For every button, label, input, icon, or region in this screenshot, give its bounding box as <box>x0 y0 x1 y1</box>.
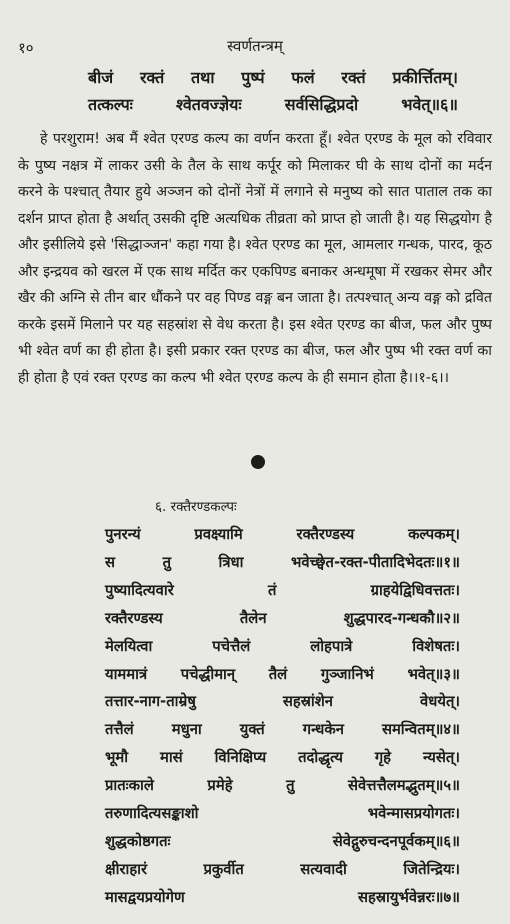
verse-word: सेवेत्तत्तैलमद्भुतम्॥५॥ <box>348 777 460 795</box>
verse-word: सहस्रांशेन <box>282 693 334 711</box>
top-verse-word: फलं <box>291 68 315 87</box>
verse-word: तदोद्धृत्य <box>298 749 343 767</box>
verse-word: प्रमेहे <box>207 777 233 795</box>
verse-word: तैलेन <box>239 609 267 627</box>
verse-line <box>105 775 460 795</box>
verse-word: ग्राहयेद्विधिवत्ततः। <box>370 581 460 599</box>
verse-word: पचेत्तैलं <box>212 637 251 655</box>
section-divider-bullet <box>251 455 265 469</box>
verse-word: जितेन्द्रियः। <box>403 860 460 878</box>
verse-line <box>105 664 460 684</box>
top-verse-word: पुष्पं <box>241 68 265 87</box>
verse-word: भवेच्छ्वेत-रक्त-पीतादिभेदतः॥१॥ <box>291 553 460 571</box>
verse-word: सहस्रायुर्भवेन्नरः॥७॥ <box>358 888 460 906</box>
top-verse-line <box>88 93 458 115</box>
verse-word: क्षीराहारं <box>105 860 148 878</box>
verse-word: गन्धकेन <box>302 721 344 739</box>
verse-word: पुनरन्यं <box>105 526 141 543</box>
verse-word: तरुणादित्यसङ्काशो <box>105 805 199 822</box>
top-verse-line <box>88 66 458 88</box>
verse-word: पचेद्धीमान् <box>180 665 236 683</box>
verse-word: गुञ्जानिभं <box>320 665 374 683</box>
verse-word: तं <box>267 581 277 599</box>
verse-line <box>105 719 460 739</box>
verse-word: रक्तैरण्डस्य <box>296 526 355 543</box>
verse-word: सत्यवादी <box>300 860 347 878</box>
verse-line <box>105 552 460 572</box>
verse-line <box>105 859 460 879</box>
verse-word: रक्तैरण्डस्य <box>105 609 163 627</box>
top-verse-word: भवेत्॥६॥ <box>401 95 458 114</box>
verse-line <box>105 691 460 711</box>
verse-line <box>105 524 460 544</box>
verse-word: तु <box>286 777 295 795</box>
page-number: १० <box>18 39 34 57</box>
top-verse-word: रक्तं <box>139 68 165 87</box>
verse-line <box>105 608 460 628</box>
verse-word: याममात्रं <box>105 665 148 683</box>
verse-word: गृहे <box>374 749 392 767</box>
commentary-paragraph: हे परशुराम! अब मैं श्वेत एरण्ड कल्प का वर्णन करता हूँ। श्वेत एरण्ड के मूल को रविवार के पुष्य नक्षत्र में लाकर उसी के तैल के साथ कर्पूर को मिलाकर घी के साथ दोनों का मर्दन करने के पश्चात् तैयार हुये अञ्जन को दोनों नेत्रों में लगाने से मनुष्य को सात पाताल तक का दर्शन प्राप्त होता है अर्थात् उसकी दृष्टि अत्यधिक तीव्रता को प्राप्त हो जाती है। यह सिद्धयोग है और इसीलिये इसे 'सिद्धाञ्जन' कहा गया है। श्वेत एरण्ड का मूल, आमलार गन्धक, पारद, कूठ और इन्द्रयव को खरल में एक साथ मर्दित कर एकपिण्ड बनाकर अन्धमूषा में रखकर सेमर और खैर की अग्नि से तीन बार धौंकने पर वह पिण्ड वङ्ग बन जाता है। तत्पश्चात् अन्य वङ्ग को द्रवित करके इसमें मिलाने पर यह सहस्रांश से वेध करता है। इस श्वेत एरण्ड का बीज, फल और पुष्प भी श्वेत वर्ण का ही होता है। इसी प्रकार रक्त एरण्ड का बीज, फल और पुष्प भी रक्त वर्ण का ही होता है एवं रक्त एरण्ड का कल्प भी श्वेत एरण्ड कल्प के ही समान होता है।।१-६।। <box>18 131 492 386</box>
verse-word: त्रिधा <box>218 553 244 571</box>
verse-word: प्रवक्ष्यामि <box>194 526 243 543</box>
verse-line <box>105 580 460 600</box>
top-verse-word: रक्तं <box>341 68 366 87</box>
verse-word: तैलं <box>268 665 288 683</box>
verse-word: विशेषतः। <box>412 637 460 655</box>
verse-word: लोहपात्रे <box>310 637 353 655</box>
verse-word: भवेत्॥३॥ <box>407 665 460 683</box>
top-verse-word: तथा <box>191 68 215 87</box>
verse-word: भवेन्मासप्रयोगतः। <box>367 805 460 822</box>
verse-word: पुष्यादित्यवारे <box>105 581 174 599</box>
verse-line <box>105 747 460 767</box>
verse-word: प्रकुर्वीत <box>203 860 244 878</box>
verse-word: वेधयेत्। <box>420 693 460 711</box>
verse-word: तु <box>162 553 171 571</box>
verse-word: मासद्वयप्रयोगेण <box>105 888 185 906</box>
verse-word: शुद्धपारद-गन्धकौ॥२॥ <box>343 609 460 627</box>
verse-word: भूमौ <box>105 749 129 767</box>
section-title: ६. रक्तैरण्डकल्पः <box>155 499 237 515</box>
verse-word: तत्तैलं <box>105 721 134 739</box>
verse-word: युक्तं <box>239 721 265 739</box>
verse-word: सेवेद्गुरुचन्दनपूर्वकम्॥६॥ <box>332 832 460 850</box>
verse-word: स <box>105 553 116 571</box>
verse-word: मासं <box>160 749 183 767</box>
verse-word: शुद्धकोष्ठगतः <box>105 832 171 850</box>
verse-line <box>105 831 460 851</box>
top-verse-word: श्वेतवज्ज्ञेयः <box>176 95 242 114</box>
verse-line <box>105 803 460 823</box>
verse-word: तत्तार-नाग-ताम्रेषु <box>105 693 196 711</box>
verse-word: न्यसेत्। <box>422 749 460 767</box>
verse-word: समन्वितम्॥४॥ <box>381 721 460 739</box>
verse-word: मेलयित्वा <box>105 637 153 655</box>
verse-word: विनिक्षिप्य <box>214 749 267 767</box>
verse-word: मधुना <box>171 721 202 739</box>
verse-word: कल्पकम्। <box>408 526 460 543</box>
running-title: स्वर्णतन्त्रम् <box>227 37 283 55</box>
top-verse-word: सर्वसिद्धिप्रदो <box>284 95 359 114</box>
verse-line <box>105 887 460 907</box>
verse-line <box>105 636 460 656</box>
top-verse-word: बीजं <box>88 68 114 87</box>
verse-word: प्रातःकाले <box>105 777 154 795</box>
top-verse-word: प्रकीर्त्तितम्। <box>392 68 458 87</box>
top-verse-word: तत्कल्पः <box>88 95 133 114</box>
